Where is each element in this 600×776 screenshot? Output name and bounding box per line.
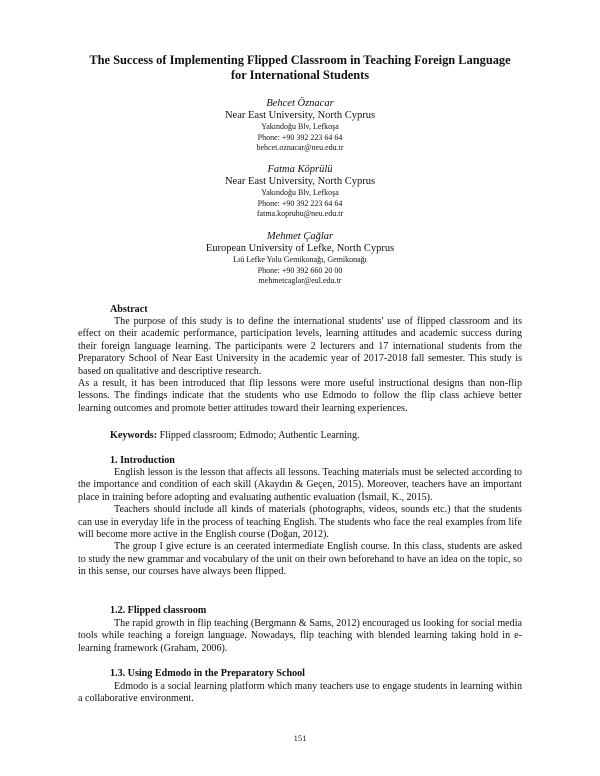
abstract-body [78,316,522,415]
flipped-classroom-heading: 1.2. Flipped classroom [110,605,207,616]
author-name: Behcet Öznacar [266,98,334,109]
flipped-classroom-body [78,618,522,655]
author-phone: Phone: +90 392 660 20 00 [257,265,343,275]
intro-paragraph-3: The group I give ecture is an ceerated intermediate English course. In this class, students are asked to study the new grammar and vocabulary of the unit on their own beforehand to have an idea on the topic, so in this sense, our courses have always been flipped. [78,541,522,578]
paper-title [60,53,540,83]
title-line-1: The Success of Implementing Flipped Classroom in Teaching Foreign Language [89,53,511,67]
author-affiliation: European University of Lefke, North Cyprus [205,243,395,254]
edmodo-paragraph-1: Edmodo is a social learning platform which many teachers use to engage students in learning within a collaborative environment. [78,681,522,705]
keywords [110,430,360,442]
intro-heading: 1. Introduction [110,455,175,466]
author-affiliation: Near East University, North Cyprus [224,176,376,187]
author-affiliation: Near East University, North Cyprus [224,110,376,121]
author-email: mehmetcaglar@eul.edu.tr [258,276,342,285]
keywords-label: Keywords: [110,430,158,441]
author-phone: Phone: +90 392 223 64 64 [257,132,343,142]
intro-paragraph-2: Teachers should include all kinds of materials (photographs, videos, sounds etc.) that the students can use in everyday life in the process of teaching English. The students who face the real examples from life will become more active in the English course (Doğan, 2012). [78,504,522,541]
author-address: Lıü Lefke Yolu Gemikonağı, Gemikonağı [233,255,367,264]
abstract-paragraph-1: The purpose of this study is to define the international students' use of flipped classroom and its effect on their academic performance, participation levels, learning attitudes and academic success during their foreign language learning. The participants were 2 lecturers and 17 international students from the Preparatory School of Near East University in the academic year of 2017-2018 fall semester. This study is based on qualitative and descriptive research. [78,316,522,377]
author-email: fatma.kopruhu@neu.edu.tr [256,209,344,218]
page-number: 151 [293,733,307,743]
abstract-paragraph-2: As a result, it has been introduced that flip lessons were more useful instructional designs than non-flip lessons. The findings indicate that the students who use Edmodo to follow the flip class achieve better learning outcomes and promote better attitudes toward their learning experiences. [78,378,522,414]
intro-body [78,467,522,579]
author-name: Mehmet Çağlar [266,231,334,242]
abstract-heading: Abstract [110,304,148,315]
author-block-2 [100,163,500,220]
author-block-3 [100,230,500,287]
author-address: Yakındoğu Blv, Lefkoşa [261,122,339,131]
intro-paragraph-1: English lesson is the lesson that affects all lessons. Teaching materials must be selected according to the importance and condition of each skill (Akaydın & Geçen, 2015). Moreover, teachers have an important place in training before adopting and evaluating authentic evaluation (İsmail, K., 2015). [78,467,522,503]
edmodo-body [78,681,522,706]
author-address: Yakındoğu Blv, Lefkoşa [261,188,339,197]
keywords-text: Flipped classroom; Edmodo; Authentic Learning. [157,430,360,441]
author-phone: Phone: +90 392 223 64 64 [257,198,343,208]
author-email: behcet.oznacar@neu.edu.tr [256,143,344,152]
flipped-paragraph-1: The rapid growth in flip teaching (Bergmann & Sams, 2012) encouraged us looking for social media tools while teaching a foreign language. Nowadays, flip teaching with blended learning taking hold in e-learning framework (Graham, 2006). [78,618,522,654]
author-name: Fatma Köprülü [267,164,333,175]
edmodo-heading: 1.3. Using Edmodo in the Preparatory School [110,668,305,679]
author-block-1 [100,97,500,154]
title-line-2: for International Students [230,68,370,82]
